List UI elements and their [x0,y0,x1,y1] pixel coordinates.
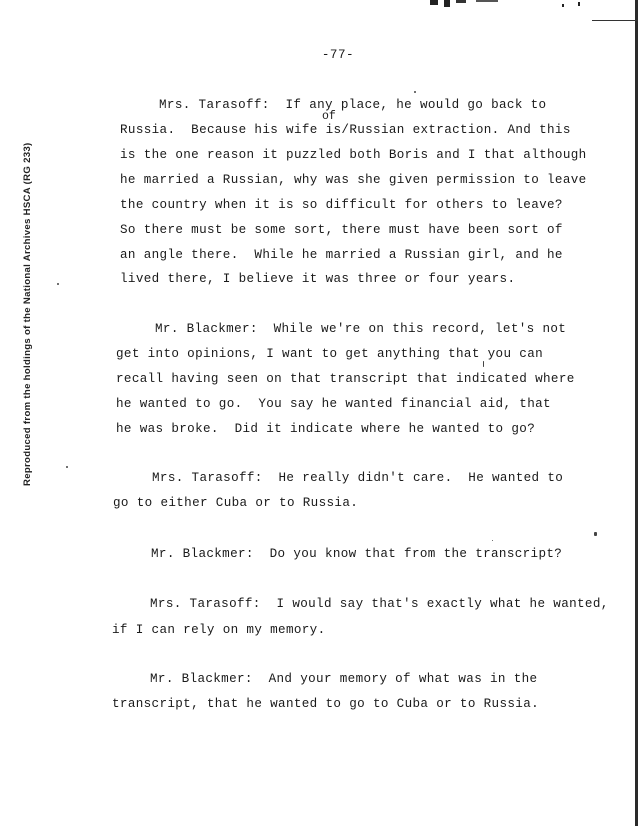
transcript-line: if I can rely on my memory. [112,623,326,637]
transcript-line: the country when it is so difficult for others to leave? [120,198,563,212]
transcript-line: recall having seen on that transcript that indicated where [116,372,575,386]
transcript-line: he was broke. Did it indicate where he wanted to go? [116,422,536,436]
transcript-line: Mr. Blackmer: While we're on this record, let's not [155,322,567,336]
transcript-line: Mrs. Tarasoff: He really didn't care. He wanted to [152,471,564,485]
transcript-line: go to either Cuba or to Russia. [113,496,359,510]
transcript-line: Russia. Because his wife is/Russian extraction. And this [120,123,571,137]
scan-edge-rule [592,20,638,21]
scan-speck [66,466,68,468]
transcript-line: Mrs. Tarasoff: If any place, he would go back to [159,98,547,112]
transcript-line: he wanted to go. You say he wanted financial aid, that [116,397,551,411]
transcript-line: So there must be some sort, there must have been sort of [120,223,563,237]
page-number: -77- [321,48,355,62]
transcript-line: transcript, that he wanted to go to Cuba or to Russia. [112,697,540,711]
transcript-line: Mr. Blackmer: And your memory of what was in the [150,672,538,686]
archive-source-note: Reproduced from the holdings of the National Archives HSCA (RG 233) [22,142,33,486]
transcript-line: is the one reason it puzzled both Boris and I that although [120,148,587,162]
scan-speck [492,540,493,541]
transcript-line: Mr. Blackmer: Do you know that from the transcript? [151,547,563,561]
transcript-line: he married a Russian, why was she given permission to leave [120,173,587,187]
scan-speck [483,361,484,367]
transcript-line: an angle there. While he married a Russian girl, and he [120,248,563,262]
transcript-line: lived there, I believe it was three or four years. [120,272,516,286]
scan-artifact-marks [400,0,600,12]
transcript-line: get into opinions, I want to get anything that you can [116,347,544,361]
interlinear-insert: of [322,110,336,123]
scan-speck [57,283,59,285]
transcript-line: Mrs. Tarasoff: I would say that's exactly what he wanted, [150,597,609,611]
scan-speck [414,91,416,93]
scan-speck [594,532,597,536]
